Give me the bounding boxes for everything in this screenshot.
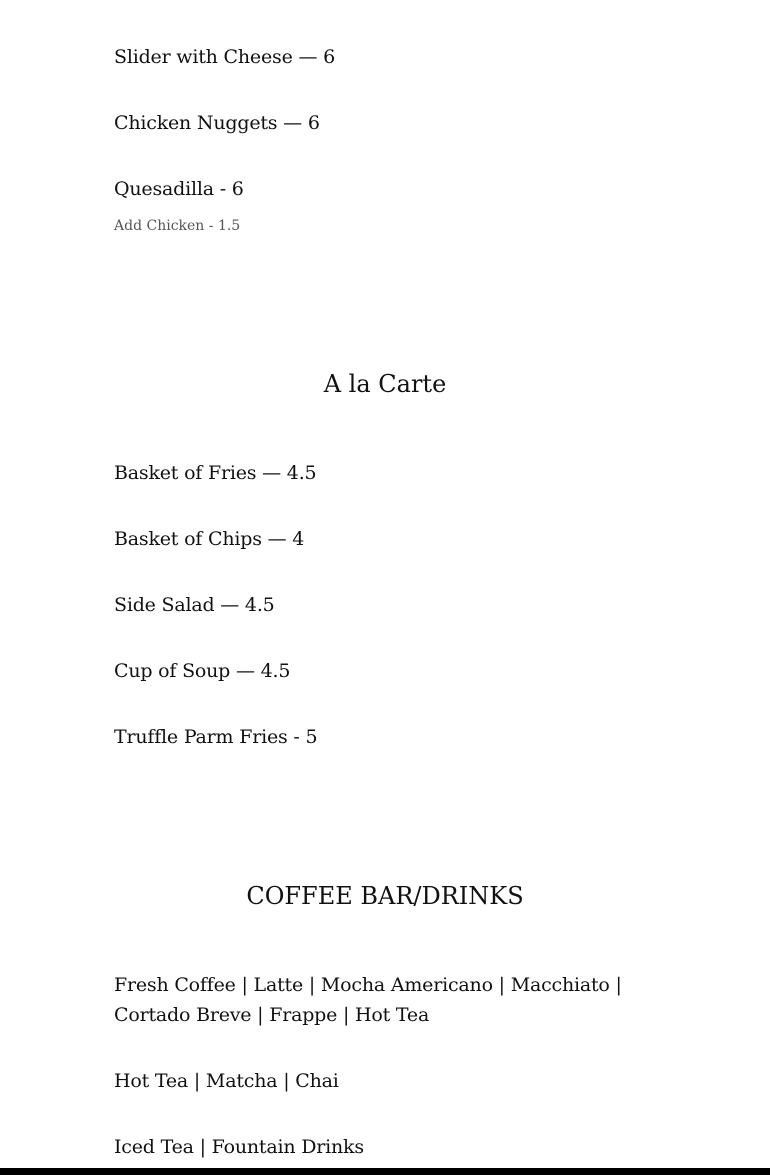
menu-item-side-salad: Side Salad — 4.5 [114, 594, 275, 616]
menu-item-tea-options: Hot Tea | Matcha | Chai [114, 1070, 339, 1092]
menu-item-truffle-parm-fries: Truffle Parm Fries - 5 [114, 726, 318, 748]
section-heading-a-la-carte: A la Carte [323, 370, 447, 398]
menu-item-cup-of-soup: Cup of Soup — 4.5 [114, 660, 291, 682]
menu-item-note-add-chicken: Add Chicken - 1.5 [114, 218, 241, 234]
menu-item-cold-drinks: Iced Tea | Fountain Drinks [114, 1136, 364, 1158]
menu-item-slider-with-cheese: Slider with Cheese — 6 [114, 46, 335, 68]
menu-item-basket-of-chips: Basket of Chips — 4 [114, 528, 305, 550]
menu-item-basket-of-fries: Basket of Fries — 4.5 [114, 462, 317, 484]
bottom-border-bar [0, 1168, 770, 1175]
menu-item-quesadilla: Quesadilla - 6 [114, 178, 244, 200]
section-heading-coffee-bar-drinks: COFFEE BAR/DRINKS [246, 882, 524, 910]
menu-item-coffee-options: Fresh Coffee | Latte | Mocha Americano | Macchiato | Cortado Breve | Frappe | Hot Tea [114, 974, 622, 1026]
menu-item-chicken-nuggets: Chicken Nuggets — 6 [114, 112, 320, 134]
